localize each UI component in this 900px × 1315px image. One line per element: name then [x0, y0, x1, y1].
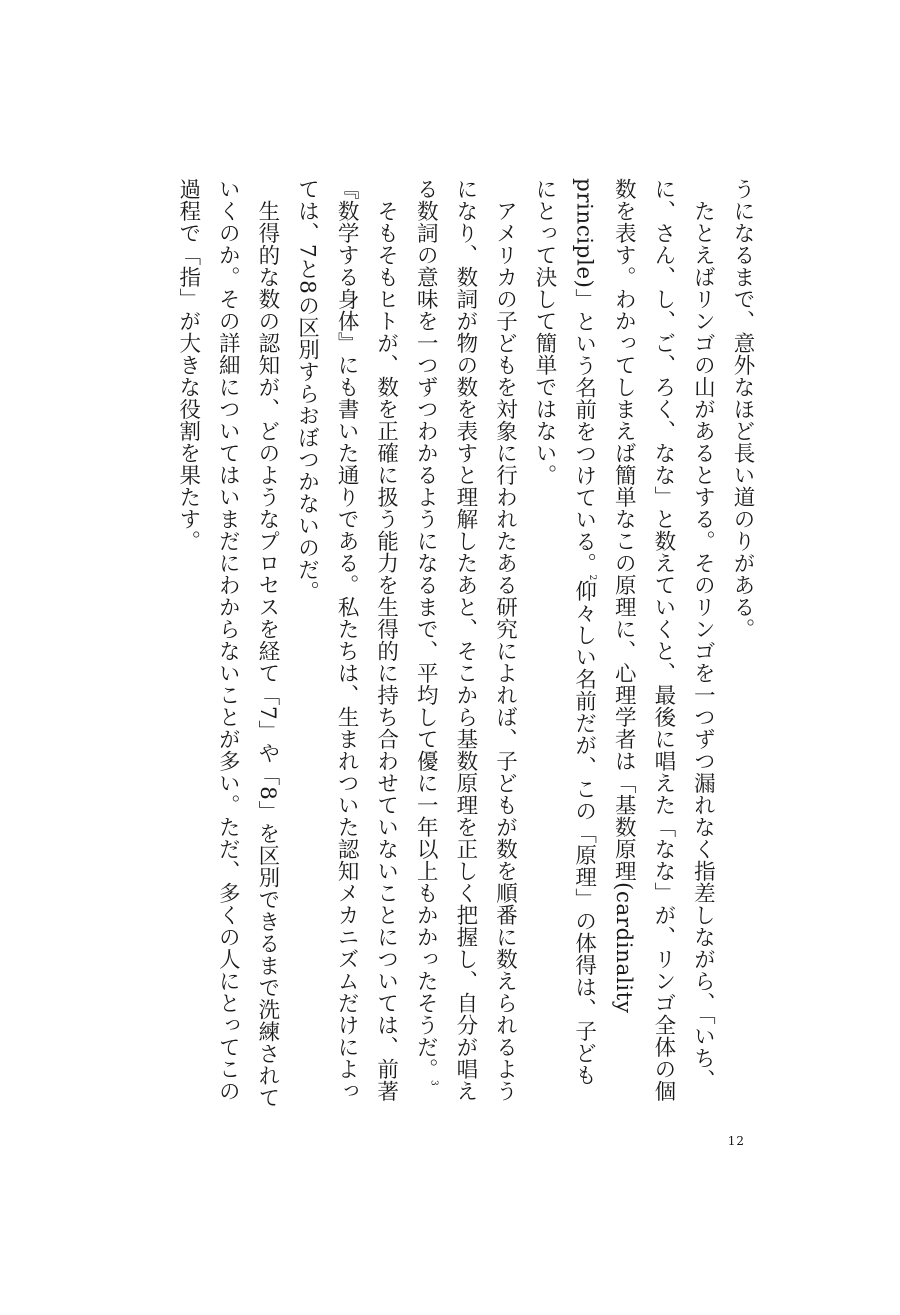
- paragraph-text: アメリカの子どもを対象に行われたある研究によれば、子どもが数を順番に数えられるようになり、数詞が物の数を表すと理解したあと、そこから基数原理を正しく把握し、自分が唱える数詞の意味を一つずつわかるようになるまで、平均して優に一年以上もかかったそうだ。: [413, 178, 518, 1102]
- paragraph: [406, 178, 525, 1108]
- body-text: [168, 178, 762, 1108]
- paragraph-text: たとえばリンゴの山があるとする。そのリンゴを一つずつ漏れなく指差しながら、「いち、に、さん、し、ご、ろく、なな」と数えていくと、最後に唱えた「なな」が、リンゴ全体の個数を表す。わかってしまえば簡単なこの原理に、心理学者は「基数原理(cardinality principle)」という名前をつけている。: [571, 178, 716, 1102]
- paragraph: [722, 178, 762, 1108]
- paragraph-text: 生得的な数の認知が、どのようなプロセスを経て「7」や「8」を区別できるまで洗練されていくのか。その詳細についてはいまだにわからないことが多い。ただ、多くの人にとってこの過程で「指」が大きな役割を果たす。: [175, 178, 280, 1108]
- page-number: 12: [727, 1134, 745, 1148]
- footnote-marker: 2: [586, 574, 597, 581]
- paragraph: [524, 178, 722, 1108]
- paragraph-text: うになるまで、意外なほど長い道のりがある。: [730, 178, 755, 640]
- paragraph-text: 仰々しい名前だが、この「原理」の体得は、子どもにとって決して簡単ではない。: [532, 178, 597, 1087]
- paragraph: [287, 178, 406, 1108]
- paragraph: [168, 178, 287, 1108]
- paragraph-text: そもそもヒトが、数を正確に扱う能力を生得的に持ち合わせていないことについては、前著『数学する身体』にも書いた通りである。私たちは、生まれついた認知メカニズムだけによっては、7と8の区別すらおぼつかないのだ。: [294, 178, 399, 1102]
- footnote-marker: 3: [428, 1080, 439, 1086]
